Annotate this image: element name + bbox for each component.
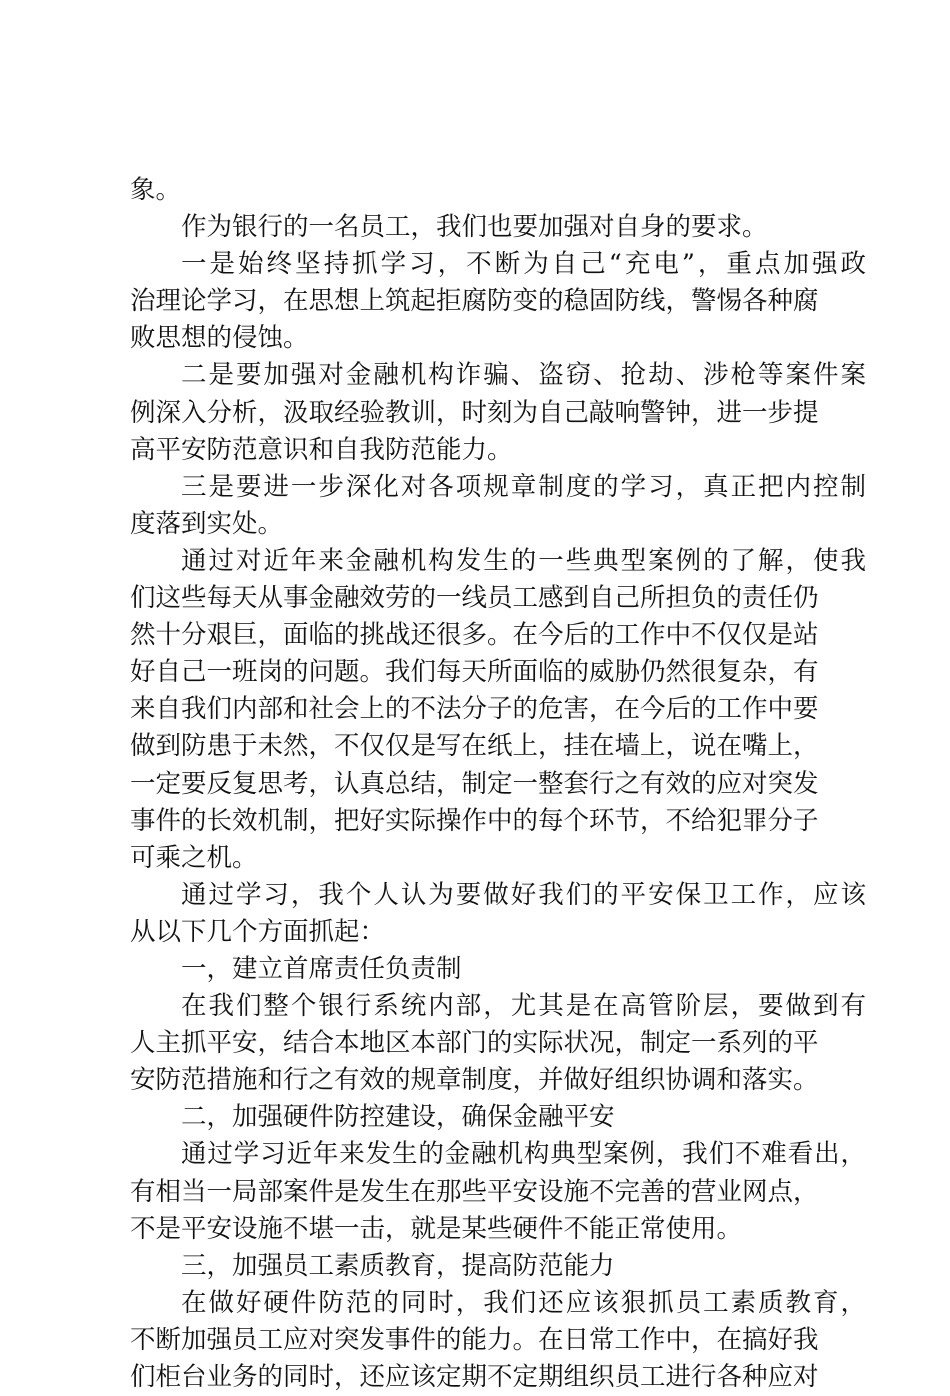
text-line-3: 一是始终坚持抓学习，不断为自己“充电”，重点加强政 [181, 249, 866, 280]
heading-1: 一，建立首席责任负责制 [181, 953, 462, 984]
text-line-7: 例深入分析，汲取经验教训，时刻为自己敲响警钟，进一步提 [130, 397, 819, 428]
text-line-4: 治理论学习，在思想上筑起拒腐防变的稳固防线，警惕各种腐 [130, 286, 819, 317]
text-line-9: 三是要进一步深化对各项规章制度的学习，真正把内控制 [181, 471, 866, 502]
text-line-15: 来自我们内部和社会上的不法分子的危害，在今后的工作中要 [130, 694, 819, 725]
text-line-31: 在做好硬件防范的同时，我们还应该狠抓员工素质教育， [181, 1287, 866, 1318]
heading-3: 三，加强员工素质教育，提高防范能力 [181, 1250, 615, 1281]
heading-2: 二，加强硬件防控建设，确保金融平安 [181, 1102, 615, 1133]
text-line-6: 二是要加强对金融机构诈骗、盗窃、抢劫、涉枪等案件案 [181, 360, 866, 391]
text-line-16: 做到防患于未然，不仅仅是写在纸上，挂在墙上，说在嘴上， [130, 731, 819, 762]
text-line-27: 通过学习近年来发生的金融机构典型案例，我们不难看出， [181, 1139, 866, 1170]
text-line-17: 一定要反复思考，认真总结，制定一整套行之有效的应对突发 [130, 768, 819, 799]
text-line-11: 通过对近年来金融机构发生的一些典型案例的了解，使我 [181, 545, 866, 576]
text-line-18: 事件的长效机制，把好实际操作中的每个环节，不给犯罪分子 [130, 805, 819, 836]
text-line-14: 好自己一班岗的问题。我们每天所面临的威胁仍然很复杂，有 [130, 657, 819, 688]
text-line-13: 然十分艰巨，面临的挑战还很多。在今后的工作中不仅仅是站 [130, 620, 819, 651]
text-line-21: 从以下几个方面抓起： [130, 916, 386, 947]
text-line-23: 在我们整个银行系统内部，尤其是在高管阶层，要做到有 [181, 991, 866, 1022]
text-line-8: 高平安防范意识和自我防范能力。 [130, 434, 513, 465]
document-body [130, 172, 866, 1396]
text-line-19: 可乘之机。 [130, 842, 258, 873]
text-line-32: 不断加强员工应对突发事件的能力。在日常工作中，在搞好我 [130, 1324, 819, 1355]
text-line-24: 人主抓平安，结合本地区本部门的实际状况，制定一系列的平 [130, 1028, 819, 1059]
text-line-2: 作为银行的一名员工，我们也要加强对自身的要求。 [181, 212, 768, 243]
text-line-10: 度落到实处。 [130, 508, 284, 539]
text-line-5: 败思想的侵蚀。 [130, 323, 309, 354]
text-line-29: 不是平安设施不堪一击，就是某些硬件不能正常使用。 [130, 1213, 743, 1244]
text-line-1: 象。 [130, 175, 182, 205]
text-line-12: 们这些每天从事金融效劳的一线员工感到自己所担负的责任仍 [130, 583, 819, 614]
text-line-33: 们柜台业务的同时，还应该定期不定期组织员工进行各种应对 [130, 1362, 819, 1392]
text-line-25: 安防范措施和行之有效的规章制度，并做好组织协调和落实。 [130, 1065, 819, 1096]
text-line-20: 通过学习，我个人认为要做好我们的平安保卫工作，应该 [181, 879, 866, 910]
text-line-28: 有相当一局部案件是发生在那些平安设施不完善的营业网点， [130, 1176, 819, 1207]
